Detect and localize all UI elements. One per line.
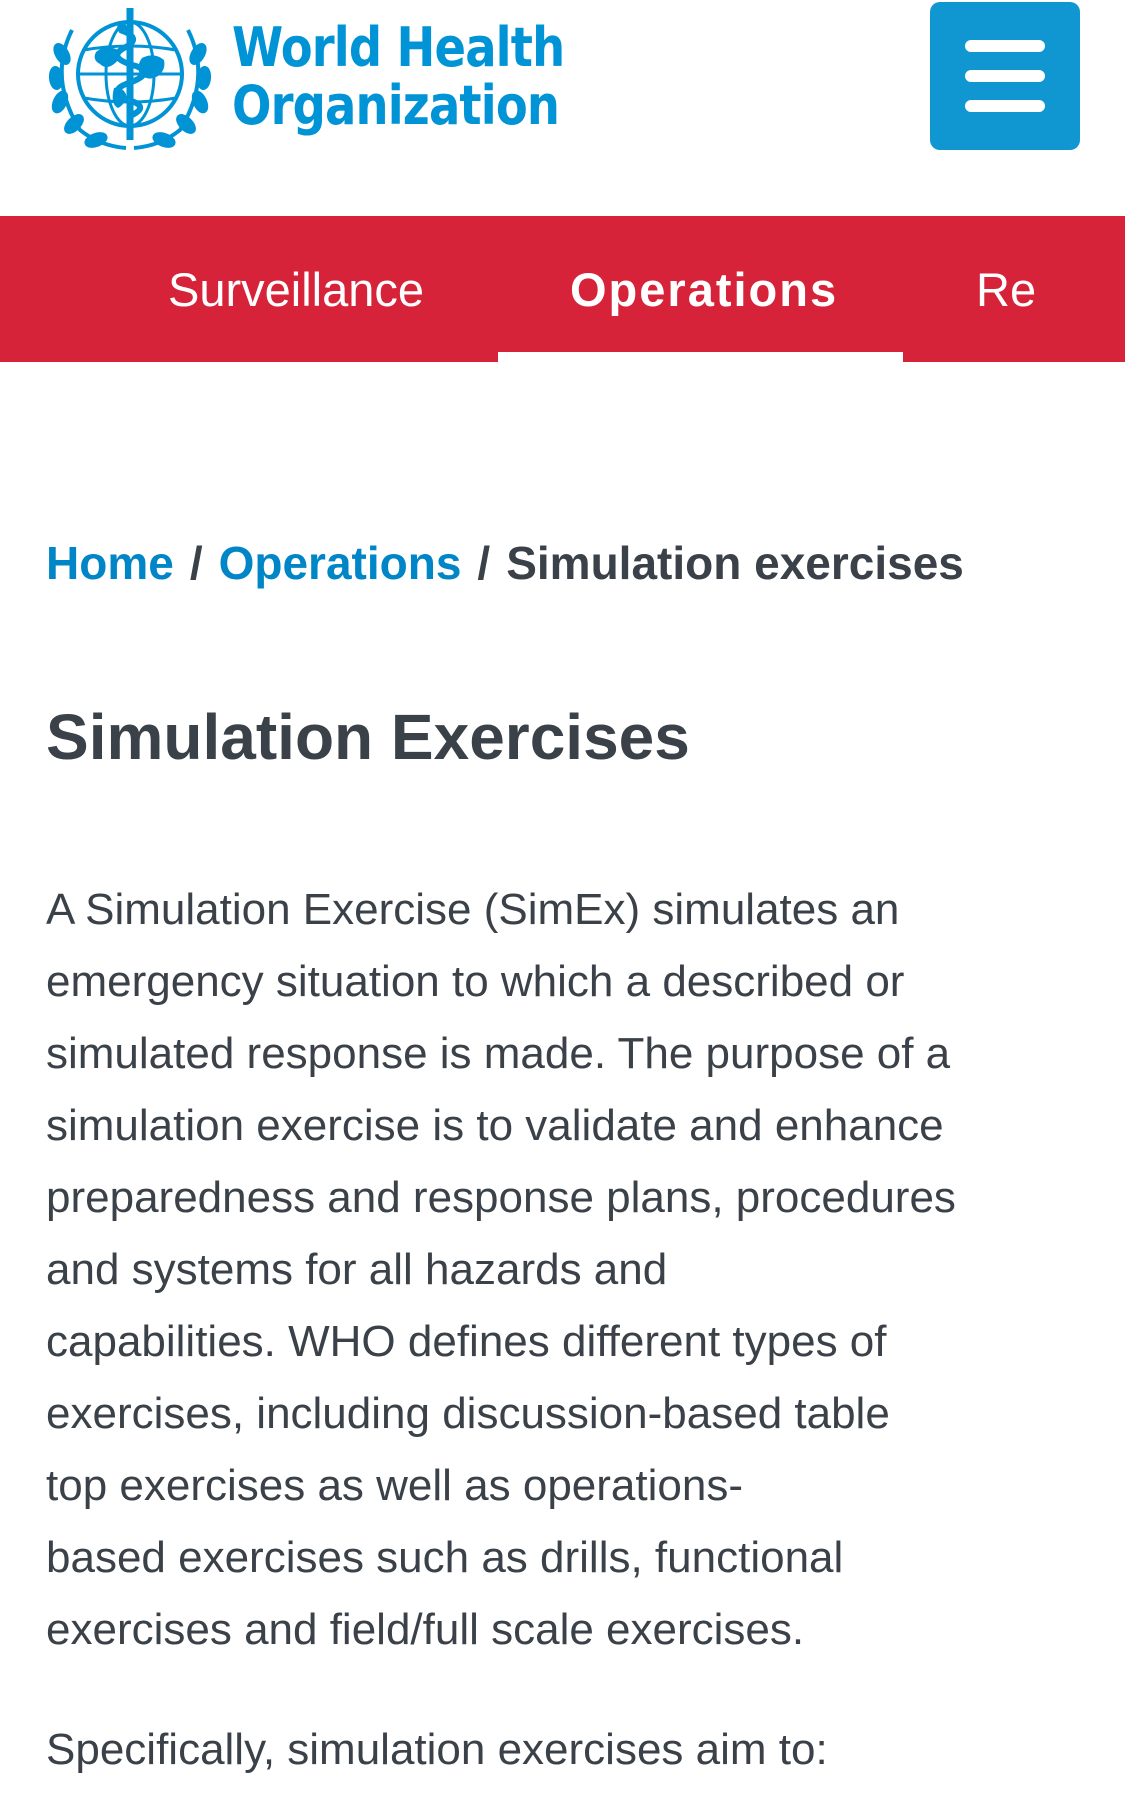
- breadcrumb-operations-link[interactable]: Operations: [218, 537, 462, 589]
- nav-active-indicator: [498, 352, 903, 362]
- breadcrumb-separator: /: [477, 537, 491, 589]
- menu-bar-bottom: [965, 100, 1045, 112]
- paragraph-line: capabilities. WHO defines different types of: [46, 1317, 887, 1366]
- breadcrumb-home-link[interactable]: Home: [46, 537, 174, 589]
- paragraph-line: preparedness and response plans, procedures: [46, 1173, 956, 1222]
- nav-item-surveillance[interactable]: Surveillance: [168, 262, 425, 316]
- who-logo[interactable]: [44, 2, 618, 152]
- who-emblem-icon: [44, 2, 216, 152]
- menu-bar-top: [965, 40, 1045, 52]
- nav-item-operations[interactable]: Operations: [570, 262, 839, 316]
- paragraph-line: simulation exercise is to validate and enhance: [46, 1101, 944, 1150]
- paragraph-line: emergency situation to which a described or: [46, 957, 905, 1006]
- site-header: [0, 0, 1125, 216]
- who-logo-text: [232, 16, 565, 137]
- logo-line-2: Organization: [232, 74, 560, 137]
- paragraph-line: based exercises such as drills, functional: [46, 1533, 844, 1582]
- page-title: Simulation Exercises: [46, 701, 690, 773]
- nav-overflow-edge: [1040, 216, 1125, 362]
- section-nav: [0, 216, 1125, 362]
- nav-item-research[interactable]: Re: [976, 262, 1037, 316]
- paragraph-line: exercises, including discussion-based table: [46, 1389, 890, 1438]
- breadcrumb-current: Simulation exercises: [506, 537, 964, 589]
- paragraph-line: and systems for all hazards and: [46, 1245, 668, 1294]
- paragraph-line: A Simulation Exercise (SimEx) simulates an: [46, 885, 900, 934]
- menu-button[interactable]: [930, 2, 1080, 150]
- menu-bar-middle: [965, 70, 1045, 82]
- breadcrumb: [46, 536, 964, 590]
- paragraph-line: simulated response is made. The purpose of a: [46, 1029, 951, 1078]
- aims-intro: Specifically, simulation exercises aim to:: [46, 1725, 828, 1774]
- paragraph-line: top exercises as well as operations-: [46, 1461, 743, 1510]
- intro-paragraph: [46, 874, 1056, 1666]
- logo-line-1: World Health: [232, 16, 565, 79]
- paragraph-line: exercises and field/full scale exercises.: [46, 1605, 805, 1654]
- breadcrumb-separator: /: [189, 537, 203, 589]
